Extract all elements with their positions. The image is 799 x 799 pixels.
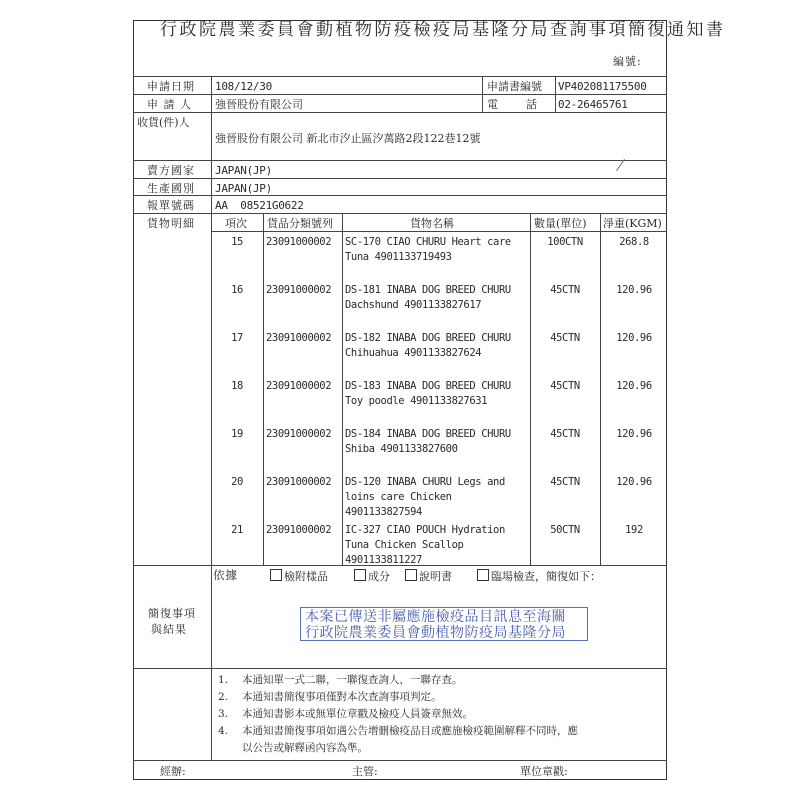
row-net-weight: 192 bbox=[625, 524, 643, 536]
option-sample: 檢附樣品 bbox=[270, 569, 328, 583]
stamp-line-1: 本案已傳送非屬應施檢疫品目訊息至海關 bbox=[305, 609, 566, 625]
apply-no-label: 申請書編號 bbox=[487, 80, 542, 93]
row-net-weight: 120.96 bbox=[616, 428, 652, 440]
inspection-checkbox[interactable] bbox=[477, 569, 489, 581]
declaration-label: 報單號碼 bbox=[147, 199, 195, 212]
goods-name-line: DS-120 INABA CHURU Legs and bbox=[345, 476, 505, 488]
row-quantity: 45CTN bbox=[550, 332, 580, 344]
option-inspection: 臨場檢查，簡復如下： bbox=[477, 569, 601, 583]
goods-name-line: Dachshund 4901133827617 bbox=[345, 299, 482, 311]
row-goods-name bbox=[345, 331, 531, 361]
apply-date-value: 108/12/30 bbox=[215, 80, 272, 93]
row-hs-code: 23091000002 bbox=[266, 284, 332, 296]
goods-name-line: DS-182 INABA DOG BREED CHURU bbox=[345, 332, 511, 344]
row-item-no: 17 bbox=[231, 332, 243, 344]
goods-name-line: Shiba 4901133827600 bbox=[345, 443, 458, 455]
manual-checkbox[interactable] bbox=[405, 569, 417, 581]
seller-country-value: JAPAN(JP) bbox=[215, 164, 272, 177]
goods-name-line: SC-170 CIAO CHURU Heart care bbox=[345, 236, 511, 248]
serial-label: 編號: bbox=[613, 55, 642, 68]
option-ingredients: 成分 bbox=[354, 569, 390, 583]
row-item-no: 15 bbox=[231, 236, 243, 248]
apply-date-label: 申請日期 bbox=[147, 80, 195, 93]
row-net-weight: 268.8 bbox=[619, 236, 649, 248]
row-item-no: 19 bbox=[231, 428, 243, 440]
row-quantity: 45CTN bbox=[550, 428, 580, 440]
row-net-weight: 120.96 bbox=[616, 284, 652, 296]
sample-checkbox[interactable] bbox=[270, 569, 282, 581]
header-hs-code: 貨品分類號列 bbox=[267, 217, 333, 230]
stamp-line-2: 行政院農業委員會動植物防疫局基隆分局 bbox=[305, 625, 566, 641]
row-hs-code: 23091000002 bbox=[266, 524, 332, 536]
basis-label: 依據 bbox=[213, 568, 238, 582]
note-number: 3. bbox=[218, 708, 229, 720]
supervisor-label: 主管: bbox=[352, 765, 378, 778]
row-net-weight: 120.96 bbox=[616, 332, 652, 344]
row-goods-name bbox=[345, 475, 531, 520]
goods-label: 貨物明細 bbox=[147, 217, 195, 230]
row-hs-code: 23091000002 bbox=[266, 332, 332, 344]
reply-label-line2: 與結果 bbox=[151, 623, 187, 636]
note-text: 本通知單一式二聯，一聯復查詢人，一聯存查。 bbox=[242, 674, 463, 686]
goods-name-line: DS-184 INABA DOG BREED CHURU bbox=[345, 428, 511, 440]
row-item-no: 18 bbox=[231, 380, 243, 392]
goods-name-line: Tuna 4901133719493 bbox=[345, 251, 452, 263]
row-hs-code: 23091000002 bbox=[266, 380, 332, 392]
row-hs-code: 23091000002 bbox=[266, 428, 332, 440]
row-quantity: 45CTN bbox=[550, 284, 580, 296]
header-item-no: 項次 bbox=[225, 217, 247, 230]
row-goods-name bbox=[345, 283, 531, 313]
applicant-label: 申 請 人 bbox=[147, 98, 192, 111]
row-item-no: 16 bbox=[231, 284, 243, 296]
row-quantity: 45CTN bbox=[550, 380, 580, 392]
row-quantity: 50CTN bbox=[550, 524, 580, 536]
consignee-label: 收貨(件)人 bbox=[137, 116, 190, 129]
clearance-stamp bbox=[300, 607, 588, 641]
row-net-weight: 120.96 bbox=[616, 476, 652, 488]
phone-label: 電 話 bbox=[487, 98, 539, 111]
phone-value: 02-26465761 bbox=[558, 98, 628, 111]
note-text: 本通知書影本或無單位章戳及檢疫人員簽章無效。 bbox=[242, 708, 473, 720]
header-goods-name: 貨物名稱 bbox=[410, 217, 454, 230]
row-quantity: 100CTN bbox=[547, 236, 583, 248]
unit-seal-label: 單位章戳: bbox=[520, 765, 568, 778]
note-number: 4. bbox=[218, 725, 229, 737]
row-goods-name bbox=[345, 235, 531, 265]
goods-name-line: 4901133811227 bbox=[345, 554, 422, 566]
seller-country-label: 賣方國家 bbox=[147, 164, 195, 177]
note-text: 本通知書簡復事項如遇公告增刪檢疫品目或應施檢疫範圍解釋不同時，應 bbox=[242, 725, 578, 737]
apply-no-value: VP402081175500 bbox=[558, 80, 647, 93]
note-text: 本通知書簡復事項僅對本次查詢事項判定。 bbox=[242, 691, 442, 703]
goods-name-line: IC-327 CIAO POUCH Hydration bbox=[345, 524, 505, 536]
row-hs-code: 23091000002 bbox=[266, 476, 332, 488]
row-hs-code: 23091000002 bbox=[266, 236, 332, 248]
goods-name-line: DS-181 INABA DOG BREED CHURU bbox=[345, 284, 511, 296]
goods-name-line: loins care Chicken bbox=[345, 491, 452, 503]
origin-country-label: 生產國別 bbox=[147, 182, 195, 195]
row-goods-name bbox=[345, 523, 531, 568]
header-quantity: 數量(單位) bbox=[534, 217, 587, 230]
consignee-value: 強晉股份有限公司 新北市汐止區汐萬路2段122巷12號 bbox=[215, 132, 481, 145]
handler-label: 經辦: bbox=[160, 765, 186, 778]
applicant-value: 強晉股份有限公司 bbox=[215, 98, 303, 111]
declaration-value: AA 08521G0622 bbox=[215, 199, 304, 212]
header-net-weight: 淨重(KGM) bbox=[603, 217, 662, 230]
note-number: 2. bbox=[218, 691, 229, 703]
goods-name-line: Toy poodle 4901133827631 bbox=[345, 395, 488, 407]
goods-name-line: 4901133827594 bbox=[345, 506, 422, 518]
option-manual: 說明書 bbox=[405, 569, 452, 583]
goods-name-line: DS-183 INABA DOG BREED CHURU bbox=[345, 380, 511, 392]
row-goods-name bbox=[345, 427, 531, 457]
origin-country-value: JAPAN(JP) bbox=[215, 182, 272, 195]
reply-label-line1: 簡復事項 bbox=[148, 607, 196, 620]
goods-name-line: Tuna Chicken Scallop bbox=[345, 539, 464, 551]
row-item-no: 21 bbox=[231, 524, 243, 536]
goods-name-line: Chihuahua 4901133827624 bbox=[345, 347, 482, 359]
ingredients-checkbox[interactable] bbox=[354, 569, 366, 581]
row-net-weight: 120.96 bbox=[616, 380, 652, 392]
row-item-no: 20 bbox=[231, 476, 243, 488]
row-goods-name bbox=[345, 379, 531, 409]
note-number: 1. bbox=[218, 674, 229, 686]
row-quantity: 45CTN bbox=[550, 476, 580, 488]
form-title: 行政院農業委員會動植物防疫檢疫局基隆分局查詢事項簡復通知書 bbox=[160, 20, 726, 40]
note-text: 以公告或解釋函內容為準。 bbox=[242, 742, 368, 754]
